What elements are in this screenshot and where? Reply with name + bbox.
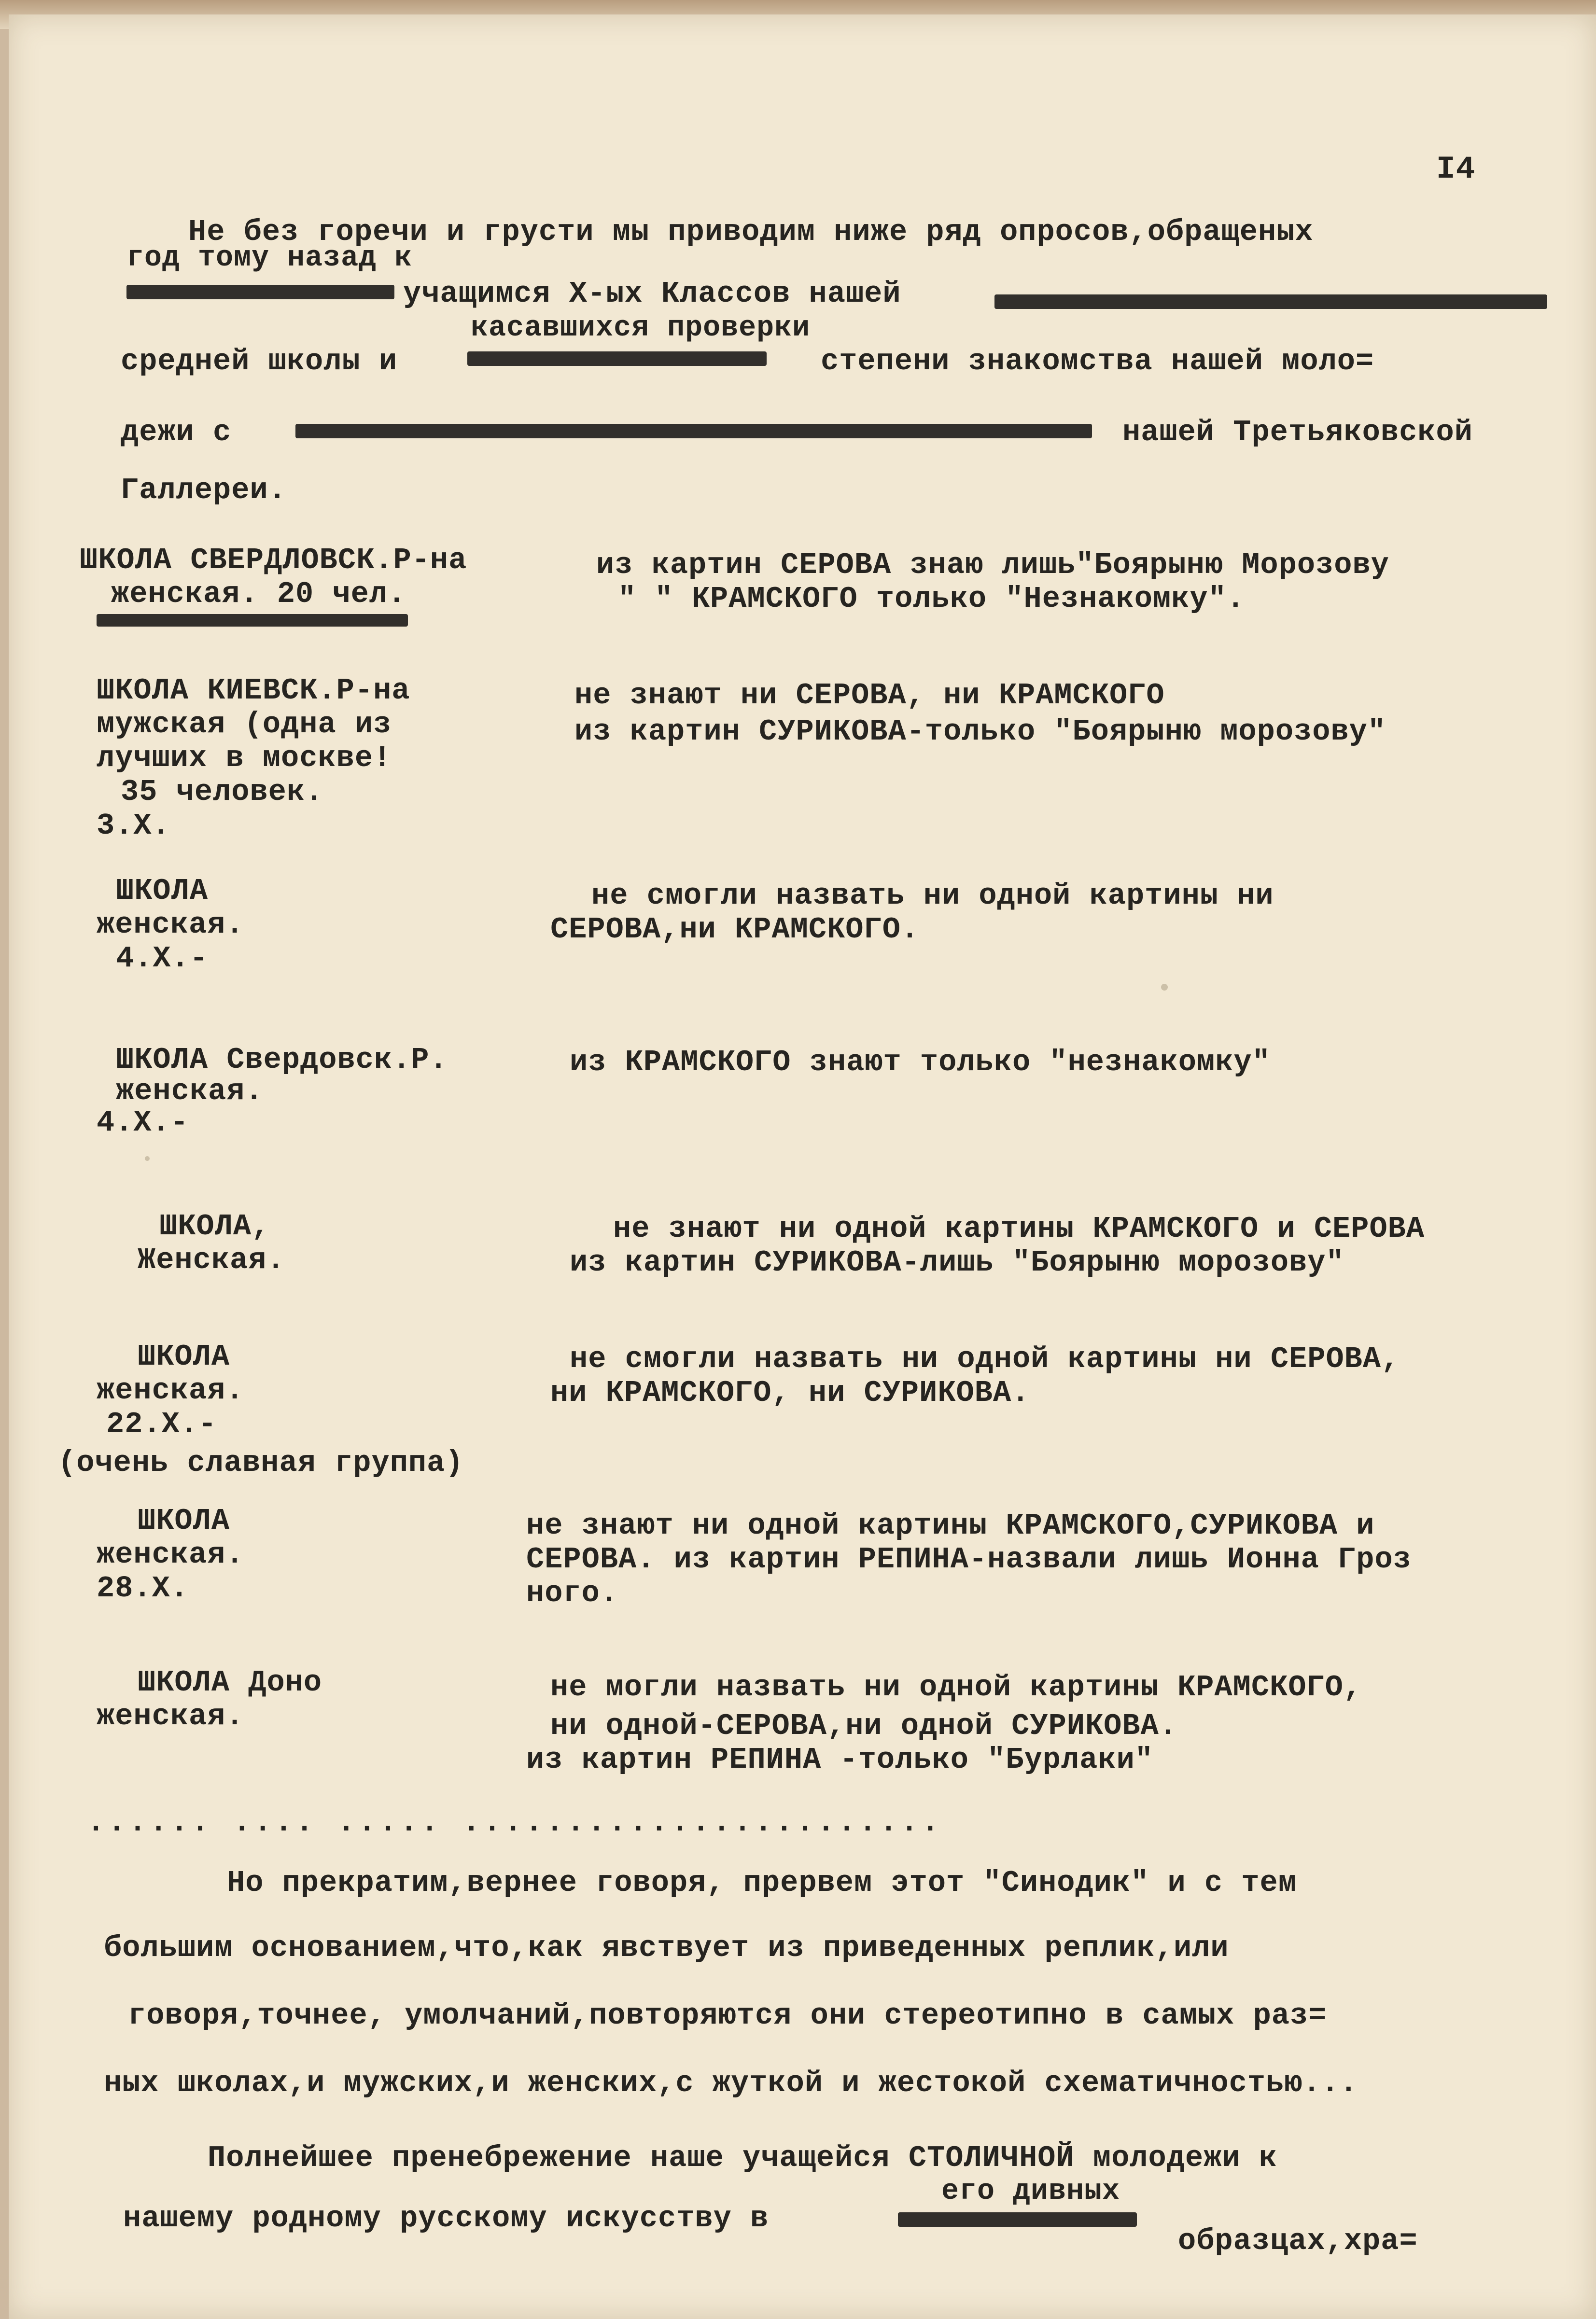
entry-8-answer-line: ни одной-СЕРОВА,ни одной СУРИКОВА. — [550, 1709, 1178, 1743]
closing-line-6b: образцах,хра= — [1178, 2224, 1418, 2258]
ink-spot — [145, 1156, 150, 1161]
ink-spot — [1161, 984, 1168, 991]
entry-5-answer-line: не знают ни одной картины КРАМСКОГО и СЕРОВА — [613, 1212, 1425, 1246]
entry-7-answer-line: не знают ни одной картины КРАМСКОГО,СУРИКОВА и — [526, 1509, 1375, 1543]
entry-2-answer-line: не знают ни СЕРОВА, ни КРАМСКОГО — [574, 678, 1165, 712]
strikethrough-mark — [295, 424, 1092, 438]
closing-line-2: большим основанием,что,как явствует из приведенных реплик,или — [104, 1931, 1229, 1965]
entry-5-school-line: Женская. — [138, 1243, 285, 1277]
strikethrough-mark — [97, 614, 408, 627]
entry-6-school-line: женская. — [97, 1373, 244, 1408]
closing-line-4: ных школах,и мужских,и женских,с жуткой и жестокой схематичностью... — [104, 2066, 1358, 2100]
entry-3-school-line: женская. — [97, 908, 244, 942]
entry-5-school-line: ШКОЛА, — [159, 1209, 270, 1243]
entry-2-answer-line: из картин СУРИКОВА-только "Боярыню морозову" — [574, 714, 1386, 749]
intro-insert-2: касавшихся проверки — [471, 312, 811, 345]
entry-4-school-line: женская. — [116, 1074, 264, 1108]
closing-line-3: говоря,точнее, умолчаний,повторяются они стереотипно в самых раз= — [128, 1998, 1327, 2033]
intro-line-4b: нашей Третьяковской — [1122, 415, 1473, 449]
entry-4-school-line: 4.X.- — [97, 1105, 189, 1140]
entry-8-school-line: ШКОЛА Доно — [138, 1665, 322, 1700]
entry-1-school-line: ШКОЛА СВЕРДЛОВСК.Р-на — [80, 543, 467, 577]
closing-insert: его дивных — [941, 2175, 1120, 2208]
intro-insert-1: год тому назад к — [126, 242, 413, 275]
entry-7-school-line: женская. — [97, 1537, 244, 1572]
page-number: I4 — [1436, 151, 1476, 187]
intro-line-3b: степени знакомства нашей моло= — [821, 344, 1374, 378]
entry-2-school-line: мужская (одна из — [97, 707, 392, 741]
entry-2-school-line: 3.X. — [97, 809, 170, 843]
entry-4-school-line: ШКОЛА Свердовск.Р. — [116, 1043, 448, 1077]
intro-line-1: Не без горечи и грусти мы приводим ниже ряд опросов,обращеных — [188, 215, 1314, 249]
entry-3-answer-line: не смогли назвать ни одной картины ни — [591, 879, 1274, 913]
entry-2-school-line: ШКОЛА КИЕВСК.Р-на — [97, 673, 410, 708]
entry-3-school-line: 4.X.- — [116, 941, 209, 976]
entry-7-answer-line: СЕРОВА. из картин РЕПИНА-назвали лишь Ионна Гроз — [526, 1542, 1412, 1577]
entry-4-answer-line: из КРАМСКОГО знают только "незнакомку" — [570, 1045, 1271, 1079]
entry-6-school-line: (очень славная группа) — [58, 1446, 464, 1480]
dots-separator: ...... .... ..... ....................... — [87, 1805, 942, 1840]
entry-1-school-line: женская. 20 чел. — [111, 577, 406, 611]
closing-line-5: Полнейшее пренебрежение наше учащейся СТОЛИЧНОЙ молодежи к — [208, 2141, 1277, 2175]
strikethrough-mark — [994, 294, 1547, 309]
intro-line-3a: средней школы и — [121, 344, 398, 378]
entry-7-school-line: ШКОЛА — [138, 1504, 230, 1538]
entry-3-school-line: ШКОЛА — [116, 874, 209, 908]
intro-line-5: Галлереи. — [121, 473, 287, 507]
entry-6-school-line: 22.X.- — [106, 1407, 217, 1441]
entry-8-school-line: женская. — [97, 1699, 244, 1733]
entry-7-answer-line: ного. — [526, 1576, 619, 1610]
intro-line-4a: дежи с — [121, 415, 232, 449]
entry-8-answer-line: из картин РЕПИНА -только "Бурлаки" — [526, 1743, 1154, 1777]
entry-7-school-line: 28.X. — [97, 1571, 189, 1606]
entry-5-answer-line: из картин СУРИКОВА-лишь "Боярыню морозову" — [570, 1245, 1344, 1280]
closing-line-1: Но прекратим,вернее говоря, прервем этот "Синодик" и с тем — [227, 1866, 1297, 1900]
entry-6-answer-line: не смогли назвать ни одной картины ни СЕРОВА, — [570, 1342, 1400, 1376]
entry-2-school-line: лучших в москве! — [97, 741, 392, 775]
entry-6-school-line: ШКОЛА — [138, 1340, 230, 1374]
entry-2-school-line: 35 человек. — [121, 775, 324, 809]
entry-3-answer-line: СЕРОВА,ни КРАМСКОГО. — [550, 912, 920, 947]
entry-6-answer-line: ни КРАМСКОГО, ни СУРИКОВА. — [550, 1376, 1030, 1410]
strikethrough-mark — [898, 2212, 1137, 2227]
strikethrough-mark — [126, 285, 394, 299]
closing-line-6a: нашему родному русскому искусству в — [123, 2201, 769, 2235]
strikethrough-mark — [467, 351, 767, 366]
entry-1-answer-line: " " КРАМСКОГО только "Незнакомку". — [618, 582, 1246, 616]
entry-1-answer-line: из картин СЕРОВА знаю лишь"Боярыню Морозову — [596, 548, 1389, 582]
intro-line-2: учащимся X-ых Классов нашей — [403, 277, 901, 311]
entry-8-answer-line: не могли назвать ни одной картины КРАМСКОГО, — [550, 1670, 1362, 1704]
